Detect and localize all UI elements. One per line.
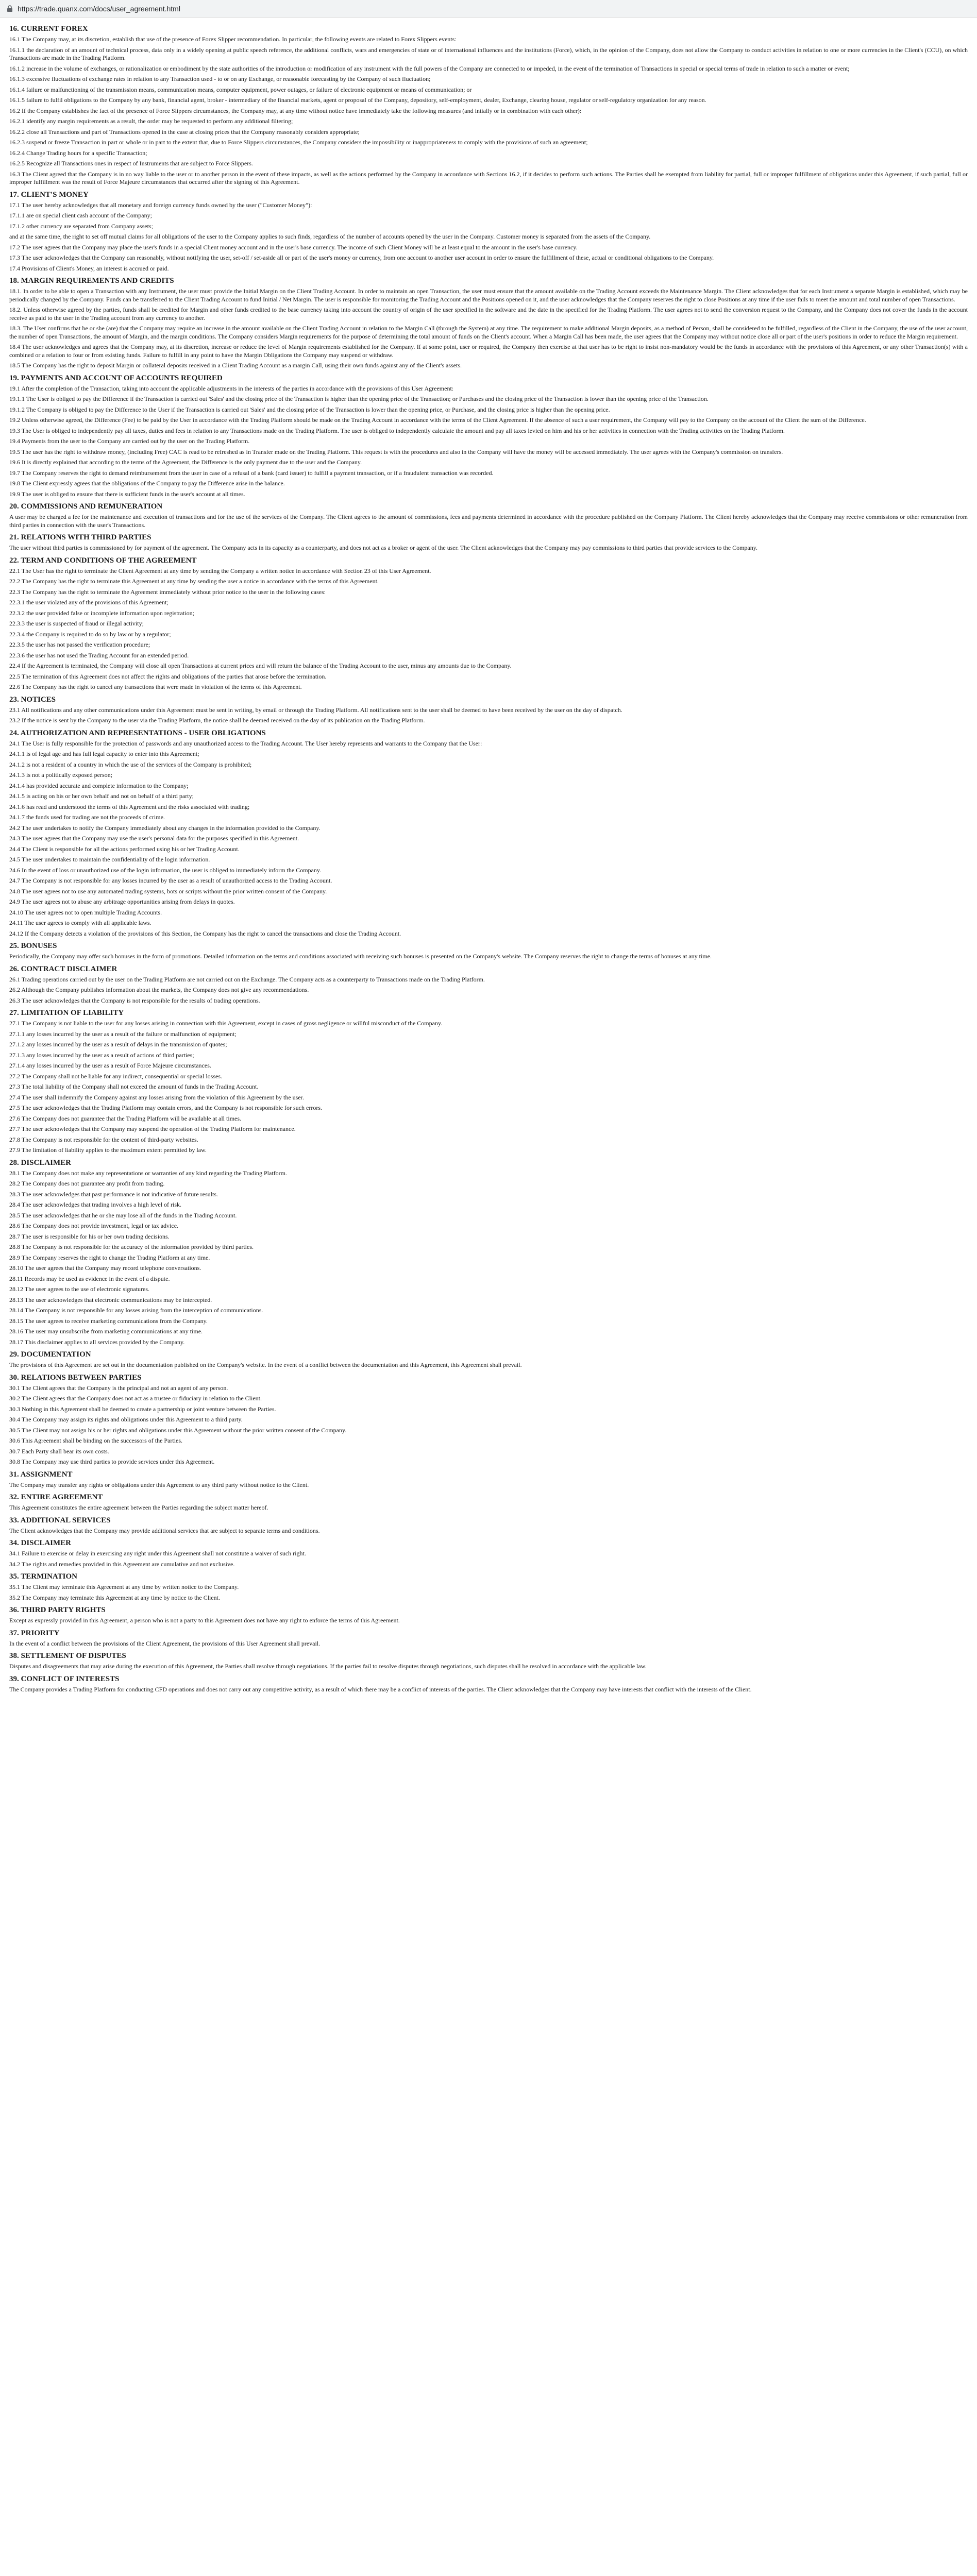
section-paragraph: 30.7 Each Party shall bear its own costs. <box>9 1447 109 1455</box>
section-paragraph: 35.1 The Client may terminate this Agreement at any time by written notice to the Company. <box>9 1583 239 1590</box>
section-title: 32. ENTIRE AGREEMENT <box>9 1493 103 1501</box>
section-paragraph: The Client acknowledges that the Company may provide additional services that are subject to separate terms and conditions. <box>9 1527 320 1534</box>
section-paragraph: 27.1.4 any losses incurred by the user as a result of Force Majeure circumstances. <box>9 1062 211 1069</box>
section-paragraph: 19.3 The User is obliged to independently pay all taxes, duties and fees in relation to any Transactions made on the Trading Platform. The user is obliged to independently calculate the amount and pay all taxes levied on him and his or her activities in connection with the Trading activities on the Trading Platform. <box>9 427 785 434</box>
section-title: 34. DISCLAIMER <box>9 1539 72 1547</box>
section-paragraph: 16.1.2 increase in the volume of exchanges, or rationalization or embodiment by the state authorities of the introduction or modification of any instrument with the full powers of the Company are connected to or impeded, in the event of the termination of Transactions in special or special terms of trade in relation to such a matter or event; <box>9 64 850 72</box>
section-paragraph: 30.2 The Client agrees that the Company does not act as a trustee or fiduciary in relation to the Client. <box>9 1395 262 1402</box>
section-paragraph: 17.4 Provisions of Client's Money, an interest is accrued or paid. <box>9 264 169 272</box>
section-paragraph: 26.1 Trading operations carried out by the user on the Trading Platform are not carried out on the Exchange. The Company acts as a counterparty to Transactions made on the Trading Platform. <box>9 975 485 983</box>
section-title: 37. PRIORITY <box>9 1629 60 1637</box>
section-paragraph: Disputes and disagreements that may arise during the execution of this Agreement, the Parties shall resolve through negotiations. If the parties fail to resolve disputes through negotiations, such disputes shall be resolved in accordance with the applicable law. <box>9 1663 647 1670</box>
section-paragraph: 22.3.5 the user has not passed the verification procedure; <box>9 641 150 648</box>
section-paragraph: 24.12 If the Company detects a violation of the provisions of this Section, the Company has the right to cancel the transactions and close the Trading Account. <box>9 929 401 937</box>
section-title: 21. RELATIONS WITH THIRD PARTIES <box>9 533 151 541</box>
agreement-section <box>9 1628 968 1648</box>
section-paragraph: 34.1 Failure to exercise or delay in exercising any right under this Agreement shall not constitute a waiver of such right. <box>9 1550 306 1557</box>
section-paragraph: 17.3 The user acknowledges that the Company can reasonably, without notifying the user, set-off / set-aside all or part of the user's money or currency, from one account to another user account in order to ensure the fulfillment of these, actual or conditional obligations to the Company. <box>9 254 714 261</box>
section-paragraph: 24.1.1 is of legal age and has full legal capacity to enter into this Agreement; <box>9 750 199 757</box>
section-paragraph: 24.7 The Company is not responsible for any losses incurred by the user as a result of unauthorized access to the Trading Account. <box>9 877 332 884</box>
section-paragraph: The user without third parties is commissioned by for payment of the agreement. The Company acts in its capacity as a counterparty, and does not act as a broker or agent of the user. The Client acknowledges that the Company may pay commissions to third parties that provide services to the Company. <box>9 544 757 551</box>
section-paragraph: 28.14 The Company is not responsible for any losses arising from the interception of communications. <box>9 1307 263 1314</box>
section-title: 27. LIMITATION OF LIABILITY <box>9 1009 124 1017</box>
agreement-section <box>9 728 968 938</box>
section-paragraph: 24.10 The user agrees not to open multiple Trading Accounts. <box>9 908 162 916</box>
section-paragraph: 17.1 The user hereby acknowledges that all monetary and foreign currency funds owned by the user ("Customer Money"): <box>9 201 312 209</box>
section-paragraph: 19.1 After the completion of the Transaction, taking into account the applicable adjustments in the interests of the parties in accordance with the provisions of this User Agreement: <box>9 384 454 392</box>
section-paragraph: 23.1 All notifications and any other communications under this Agreement must be sent in writing, by email or through the Trading Platform. All notifications sent to the user shall be deemed to have been received by the user on the day of dispatch. <box>9 706 622 714</box>
section-paragraph: 17.2 The user agrees that the Company may place the user's funds in a special Client money account and in the user's base currency. The income of such Client Money will be at least equal to the amount in the user's base currency. <box>9 243 578 251</box>
section-paragraph: 24.1.6 has read and understood the terms of this Agreement and the risks associated with trading; <box>9 803 250 810</box>
section-paragraph: 18.5 The Company has the right to deposit Margin or collateral deposits received in a Client Trading Account as a margin Call, using their own funds against any of the Client's assets. <box>9 362 462 369</box>
section-paragraph: 19.4 Payments from the user to the Company are carried out by the user on the Trading Platform. <box>9 437 250 445</box>
section-paragraph: The provisions of this Agreement are set out in the documentation published on the Company's website. In the event of a conflict between the documentation and this Agreement, this Agreement shall prevail. <box>9 1361 522 1368</box>
agreement-section <box>9 1469 968 1489</box>
section-paragraph: Periodically, the Company may offer such bonuses in the form of promotions. Detailed information on the terms and conditions associated with receiving such bonuses is presented on the Company's website. The Company reserves the right to change the terms of bonuses at any time. <box>9 953 712 960</box>
section-title: 22. TERM AND CONDITIONS OF THE AGREEMENT <box>9 556 197 565</box>
section-paragraph: 24.6 In the event of loss or unauthorized use of the login information, the user is obliged to immediately inform the Company. <box>9 866 322 874</box>
agreement-section <box>9 1515 968 1535</box>
section-paragraph: 27.1.1 any losses incurred by the user as a result of the failure or malfunction of equipment; <box>9 1030 237 1038</box>
section-title: 18. MARGIN REQUIREMENTS AND CREDITS <box>9 277 174 285</box>
section-title: 26. CONTRACT DISCLAIMER <box>9 964 117 973</box>
agreement-section <box>9 1492 968 1512</box>
section-paragraph: 24.1.5 is acting on his or her own behalf and not on behalf of a third party; <box>9 792 194 800</box>
section-title: 35. TERMINATION <box>9 1572 77 1581</box>
section-paragraph: 16.1.4 failure or malfunctioning of the transmission means, communication means, computer equipment, power outages, or failure of electronic equipment or means of communication; or <box>9 86 472 93</box>
section-paragraph: 19.5 The user has the right to withdraw money, (including Free) CAC is read to be refreshed as in Transfer made on the Trading Platform. This request is with the procedures and also in the Company will have the money will be accessed immediately. The user agrees with the Company's commission on transfers. <box>9 448 783 455</box>
agreement-section <box>9 555 968 691</box>
section-title: 24. AUTHORIZATION AND REPRESENTATIONS - USER OBLIGATIONS <box>9 728 266 737</box>
section-title: 20. COMMISSIONS AND REMUNERATION <box>9 502 163 511</box>
section-paragraph: 24.1 The User is fully responsible for the protection of passwords and any unauthorized access to the Trading Account. The User hereby represents and warrants to the Company that the User: <box>9 739 482 747</box>
section-paragraph: 24.1.7 the funds used for trading are not the proceeds of crime. <box>9 814 165 821</box>
section-paragraph: 16.1.1 the declaration of an amount of technical process, data only in a widely opening at public speech reference, the additional conflicts, wars and emergencies of state or of international influences and the institutions (Force), which, in the opinion of the Company, does not allow the Company to conduct activities in relation to one or more currencies in the Client's (CCU), on which Transactions are made in the Trading Platform. <box>9 46 968 61</box>
section-paragraph: 19.8 The Client expressly agrees that the obligations of the Company to pay the Difference arise in the balance. <box>9 480 285 487</box>
section-paragraph: 27.6 The Company does not guarantee that the Trading Platform will be available at all times. <box>9 1114 242 1122</box>
section-paragraph: 16.2 If the Company establishes the fact of the presence of Force Slippers circumstances, the Company may, at any time without notice have immediately take the following measures (and intially or in combination with each other): <box>9 107 582 114</box>
section-paragraph: In the event of a conflict between the provisions of the Client Agreement, the provisions of this User Agreement shall prevail. <box>9 1639 321 1647</box>
section-paragraph: 28.12 The user agrees to the use of electronic signatures. <box>9 1285 150 1293</box>
agreement-section <box>9 694 968 725</box>
agreement-section <box>9 190 968 273</box>
section-paragraph: 22.4 If the Agreement is terminated, the Company will close all open Transactions at current prices and will return the balance of the Trading Account to the user, minus any amounts due to the Company. <box>9 662 512 669</box>
section-paragraph: 30.1 The Client agrees that the Company is the principal and not an agent of any person. <box>9 1384 228 1392</box>
section-paragraph: 24.1.4 has provided accurate and complete information to the Company; <box>9 782 189 789</box>
section-paragraph: 28.11 Records may be used as evidence in the event of a dispute. <box>9 1275 170 1282</box>
section-title: 17. CLIENT'S MONEY <box>9 190 89 199</box>
section-paragraph: 16.2.2 close all Transactions and part of Transactions opened in the case at closing prices that the Company reasonably considers appropriate; <box>9 128 360 135</box>
section-paragraph: 18.4 The user acknowledges and agrees that the Company may, at its discretion, increase or reduce the level of Margin requirements established for the Company. If at some point, user or required, the Company then exercise at that user has to be right to insist non-mandatory would be the funds in accordance with the provisions of this Agreement, or any other Transaction(s) with a combined or a relation to four or from existing funds. Failure to fulfill in any point to have the Margin Obligations the Company may suspend or withdraw. <box>9 343 968 359</box>
section-paragraph: 22.3.6 the user has not used the Trading Account for an extended period. <box>9 651 189 659</box>
section-paragraph: 22.3.3 the user is suspected of fraud or illegal activity; <box>9 620 144 627</box>
section-paragraph: 27.9 The limitation of liability applies to the maximum extent permitted by law. <box>9 1146 207 1154</box>
agreement-section <box>9 964 968 1005</box>
agreement-section <box>9 1651 968 1671</box>
section-title: 38. SETTLEMENT OF DISPUTES <box>9 1652 126 1660</box>
section-title: 16. CURRENT FOREX <box>9 25 88 33</box>
section-paragraph: 24.4 The Client is responsible for all the actions performed using his or her Trading Account. <box>9 845 240 853</box>
section-title: 30. RELATIONS BETWEEN PARTIES <box>9 1373 142 1382</box>
section-title: 33. ADDITIONAL SERVICES <box>9 1516 111 1524</box>
agreement-section <box>9 1605 968 1625</box>
section-paragraph: 28.15 The user agrees to receive marketing communications from the Company. <box>9 1317 208 1325</box>
section-paragraph: 18.2. Unless otherwise agreed by the parties, funds shall be credited for Margin and other funds credited to the base currency taking into account the country of origin of the user specified in the software and the date in the specified for the Trading Platform. The user agrees not to send the conversion request to the Company, and the Company does not cover the funds in the account receive as paid to the user in the Trading account from any currency to another. <box>9 306 968 321</box>
section-paragraph: 19.1.2 The Company is obliged to pay the Difference to the User if the Transaction is carried out 'Sales' and the closing price of the Transaction is lower than the opening price, or Purchase, and the closing price is higher than the opening price. <box>9 405 610 413</box>
section-paragraph: The Company provides a Trading Platform for conducting CFD operations and does not carry out any competitive activity, as a result of which there may be a conflict of interests of the parties. The Client acknowledges that the Company may have interests that conflict with the interests of the Client. <box>9 1685 752 1693</box>
section-paragraph: 16.1.3 excessive fluctuations of exchange rates in relation to any Transaction used - to or on any Exchange, or reasonable forecasting by the Company of such fluctuation; <box>9 75 431 82</box>
section-paragraph: 34.2 The rights and remedies provided in this Agreement are cumulative and not exclusive. <box>9 1560 235 1568</box>
section-paragraph: 27.4 The user shall indemnify the Company against any losses arising from the violation of this Agreement by the user. <box>9 1093 305 1101</box>
section-paragraph: 28.8 The Company is not responsible for the accuracy of the information provided by third parties. <box>9 1243 254 1250</box>
section-title: 23. NOTICES <box>9 695 56 704</box>
section-paragraph: 28.2 The Company does not guarantee any profit from trading. <box>9 1180 165 1187</box>
section-paragraph: 24.11 The user agrees to comply with all applicable laws. <box>9 919 151 926</box>
section-paragraph: 24.2 The user undertakes to notify the Company immediately about any changes in the information provided to the Company. <box>9 824 321 832</box>
section-paragraph: 28.1 The Company does not make any representations or warranties of any kind regarding the Trading Platform. <box>9 1169 287 1177</box>
section-paragraph: 26.2 Although the Company publishes information about the markets, the Company does not give any recommendations. <box>9 986 309 993</box>
section-paragraph: 18.3. The User confirms that he or she (are) that the Company may require an increase in the amount available on the Client Trading Account in relation to the Margin Call (through the System) at any time. The requirement to make additional Margin deposits, as a method of Person, shall be considered to be fulfilled, regardless of the Client in the Company, the use of the user account, the number of open Transactions, the amount of Margin, and the margin conditions. The Company considers Margin requirements for the purpose of determining the total amount of funds on the Client's account. When a Margin Call has been made, the user agrees that the Company may without notice close all or part of the user's positions in order to reduce the Margin requirement. <box>9 325 968 340</box>
section-paragraph: 28.3 The user acknowledges that past performance is not indicative of future results. <box>9 1190 218 1198</box>
section-paragraph: 22.5 The termination of this Agreement does not affect the rights and obligations of the parties that arose before the termination. <box>9 672 327 680</box>
section-paragraph: 16.1 The Company may, at its discretion, establish that use of the presence of Forex Slipper recommendation. In particular, the following events are related to Forex Slippers events: <box>9 36 457 43</box>
agreement-section <box>9 373 968 499</box>
section-paragraph: 27.3 The total liability of the Company shall not exceed the amount of funds in the Trading Account. <box>9 1083 259 1090</box>
agreement-section <box>9 276 968 370</box>
section-paragraph: 28.9 The Company reserves the right to change the Trading Platform at any time. <box>9 1253 210 1261</box>
agreement-section <box>9 1372 968 1466</box>
section-paragraph: A user may be charged a fee for the maintenance and execution of transactions and for the use of the services of the Company. The Client agrees to the amount of commissions, fees and payments determined in accordance with the procedure published on the Company Platform. The Client hereby acknowledges that the Company may receive commissions or other remuneration from third parties in connection with the user's Transactions. <box>9 513 968 529</box>
section-paragraph: 19.2 Unless otherwise agreed, the Difference (Fee) to be paid by the User in accordance with the Trading Platform should be made on the Trading Account in accordance with the terms of the Client Agreement. If the absence of such a user requirement, the Company will pay to the Company on the account of the Client the sum of the Difference. <box>9 416 866 423</box>
browser-address-bar[interactable] <box>0 0 977 18</box>
section-paragraph: 28.17 This disclaimer applies to all services provided by the Company. <box>9 1338 185 1346</box>
section-title: 25. BONUSES <box>9 942 57 950</box>
section-paragraph: 16.2.3 suspend or freeze Transaction in part or whole or in part to the extent that, due to Force Slippers circumstances, the Company considers the impossibility or inappropriateness to comply with the provisions of such an agreement; <box>9 139 588 146</box>
section-paragraph: 22.2 The Company has the right to terminate this Agreement at any time by sending the user a notice in accordance with the terms of this Agreement. <box>9 578 379 585</box>
section-paragraph: 27.7 The user acknowledges that the Company may suspend the operation of the Trading Platform for maintenance. <box>9 1125 296 1132</box>
section-paragraph: 19.7 The Company reserves the right to demand reimbursement from the user in case of a refusal of a bank (card issuer) to fulfill a payment transaction, or if a fraudulent transaction was recorded. <box>9 469 494 477</box>
section-title: 36. THIRD PARTY RIGHTS <box>9 1606 106 1614</box>
agreement-section <box>9 24 968 187</box>
section-paragraph: 16.2.4 Change Trading hours for a specific Transaction; <box>9 149 147 157</box>
section-paragraph: 22.1 The User has the right to terminate the Client Agreement at any time by sending the Company a written notice in accordance with Section 23 of this User Agreement. <box>9 567 431 574</box>
section-paragraph: 30.8 The Company may use third parties to provide services under this Agreement. <box>9 1458 215 1465</box>
agreement-section <box>9 1538 968 1568</box>
section-paragraph: 28.7 The user is responsible for his or her own trading decisions. <box>9 1232 170 1240</box>
section-paragraph: 23.2 If the notice is sent by the Company to the user via the Trading Platform, the notice shall be deemed received on the day of its publication on the Trading Platform. <box>9 717 425 724</box>
agreement-section <box>9 501 968 529</box>
section-paragraph: 27.2 The Company shall not be liable for any indirect, consequential or special losses. <box>9 1072 223 1080</box>
section-paragraph: 28.10 The user agrees that the Company may record telephone conversations. <box>9 1264 201 1272</box>
section-title: 29. DOCUMENTATION <box>9 1350 91 1359</box>
section-paragraph: 17.1.1 are on special client cash account of the Company; <box>9 212 152 219</box>
section-title: 39. CONFLICT OF INTERESTS <box>9 1674 120 1683</box>
section-paragraph: 16.2.1 identify any margin requirements as a result, the order may be requested to perform any additional filtering; <box>9 117 293 125</box>
agreement-section <box>9 1158 968 1347</box>
section-paragraph: 22.3.1 the user violated any of the provisions of this Agreement; <box>9 599 169 606</box>
section-paragraph: 19.1.1 The User is obliged to pay the Difference if the Transaction is carried out 'Sales' and the closing price of the Transaction is higher than the opening price of the Transaction; or Purchases and the closing price of the Transaction is lower than the opening price of the Transaction. <box>9 395 709 402</box>
section-paragraph: 24.5 The user undertakes to maintain the confidentiality of the login information. <box>9 856 210 863</box>
section-paragraph: 28.13 The user acknowledges that electronic communications may be intercepted. <box>9 1296 212 1303</box>
agreement-section <box>9 1674 968 1694</box>
section-paragraph: 27.8 The Company is not responsible for the content of third-party websites. <box>9 1136 198 1143</box>
section-paragraph: 28.16 The user may unsubscribe from marketing communications at any time. <box>9 1328 203 1335</box>
section-paragraph: This Agreement constitutes the entire agreement between the Parties regarding the subject matter hereof. <box>9 1504 268 1511</box>
section-paragraph: 30.5 The Client may not assign his or her rights and obligations under this Agreement without the prior written consent of the Company. <box>9 1426 347 1434</box>
section-paragraph: 30.4 The Company may assign its rights and obligations under this Agreement to a third party. <box>9 1416 243 1423</box>
section-paragraph: 16.1.5 failure to fulfil obligations to the Company by any bank, financial agent, broker - intermediary of the financial markets, agent or proposal of the Company, depository, self-employment, dealer, Exchange, clearing house, regulator or self-regulatory organization for any reason. <box>9 96 706 104</box>
agreement-document <box>0 18 977 1693</box>
section-title: 28. DISCLAIMER <box>9 1158 72 1167</box>
section-paragraph: 30.6 This Agreement shall be binding on the successors of the Parties. <box>9 1437 183 1444</box>
section-paragraph: 24.8 The user agrees not to use any automated trading systems, bots or scripts without the prior written consent of the Company. <box>9 887 327 895</box>
section-title: 19. PAYMENTS AND ACCOUNT OF ACCOUNTS REQUIRED <box>9 374 223 382</box>
url-text: https://trade.quanx.com/docs/user_agreement.html <box>18 4 180 13</box>
agreement-section <box>9 1349 968 1369</box>
section-paragraph: 27.1.2 any losses incurred by the user as a result of delays in the transmission of quotes; <box>9 1041 227 1048</box>
agreement-section <box>9 941 968 961</box>
section-paragraph: 24.3 The user agrees that the Company may use the user's personal data for the purposes specified in this Agreement. <box>9 835 299 842</box>
agreement-section <box>9 1571 968 1602</box>
section-paragraph: 27.1.3 any losses incurred by the user as a result of actions of third parties; <box>9 1051 194 1059</box>
section-paragraph: 18.1. In order to be able to open a Transaction with any Instrument, the user must provide the Initial Margin on the Client Trading Account. In order to maintain an open Transaction, the user must ensure that the amount available on the Trading Account exceeds the Maintenance Margin. The Client acknowledges that for each Instrument a separate Margin is established, which may be periodically changed by the Company. Funds can be transferred to the Client Trading Account to fund Initial / Net Margin. The user is responsible for monitoring the Trading Account and the Positions opened on it, and the user acknowledges that the Company reserves the right to close Positions at any time if the user fails to meet the amount and total number of open Transactions. <box>9 287 968 303</box>
section-paragraph: 24.1.3 is not a politically exposed person; <box>9 771 112 778</box>
section-paragraph: 19.9 The user is obliged to ensure that there is sufficient funds in the user's account at all times. <box>9 490 245 498</box>
section-paragraph: 17.1.2 other currency are separated from Company assets; <box>9 222 153 230</box>
section-paragraph: 27.1 The Company is not liable to the user for any losses arising in connection with this Agreement, except in cases of gross negligence or willful misconduct of the Company. <box>9 1020 443 1027</box>
agreement-section <box>9 1008 968 1155</box>
section-paragraph: 24.9 The user agrees not to abuse any arbitrage opportunities arising from delays in quotes. <box>9 898 235 905</box>
lock-icon <box>6 5 13 12</box>
section-paragraph: 22.3 The Company has the right to terminate the Agreement immediately without prior notice to the user in the following cases: <box>9 588 326 596</box>
section-paragraph: 22.3.2 the user provided false or incomplete information upon registration; <box>9 609 194 617</box>
section-paragraph: 22.3.4 the Company is required to do so by law or by a regulator; <box>9 630 171 638</box>
section-paragraph: 16.3 The Client agreed that the Company is in no way liable to the user or to another person in the event of these impacts, as well as the actions performed by the Company in accordance with Sections 16.2, if it decides to perform such actions. The Parties shall be exempted from liability for partial, full or improper fulfillment of obligations under this Agreement, if such partial, full or improper fulfillment was the result of Force Majeure circumstances that occurred after the signing of this Agreement. <box>9 170 968 185</box>
section-paragraph: 28.4 The user acknowledges that trading involves a high level of risk. <box>9 1201 182 1208</box>
section-paragraph: 16.2.5 Recognize all Transactions ones in respect of Instruments that are subject to Force Slippers. <box>9 160 253 167</box>
section-paragraph: 22.6 The Company has the right to cancel any transactions that were made in violation of the terms of this Agreement. <box>9 683 302 690</box>
section-paragraph: 27.5 The user acknowledges that the Trading Platform may contain errors, and the Company is not responsible for such errors. <box>9 1104 322 1111</box>
section-paragraph: Except as expressly provided in this Agreement, a person who is not a party to this Agreement does not have any right to enforce the terms of this Agreement. <box>9 1617 400 1624</box>
section-title: 31. ASSIGNMENT <box>9 1470 73 1479</box>
section-paragraph: 28.6 The Company does not provide investment, legal or tax advice. <box>9 1222 179 1229</box>
section-paragraph: and at the same time, the right to set off mutual claims for all obligations of the user to the Company applies to such finds, regardless of the number of accounts opened by the user in the Company. Customer money is separated from the assets of the Company. <box>9 233 651 240</box>
section-paragraph: 30.3 Nothing in this Agreement shall be deemed to create a partnership or joint venture between the Parties. <box>9 1405 276 1413</box>
agreement-section <box>9 532 968 552</box>
section-paragraph: The Company may transfer any rights or obligations under this Agreement to any third party without notice to the Client. <box>9 1481 309 1488</box>
section-paragraph: 19.6 It is directly explained that according to the terms of the Agreement, the Difference is the only payment due to the user and the Company. <box>9 459 362 466</box>
section-paragraph: 35.2 The Company may terminate this Agreement at any time by notice to the Client. <box>9 1594 221 1601</box>
section-paragraph: 28.5 The user acknowledges that he or she may lose all of the funds in the Trading Account. <box>9 1211 237 1219</box>
section-paragraph: 26.3 The user acknowledges that the Company is not responsible for the results of trading operations. <box>9 996 260 1004</box>
section-paragraph: 24.1.2 is not a resident of a country in which the use of the services of the Company is prohibited; <box>9 760 252 768</box>
